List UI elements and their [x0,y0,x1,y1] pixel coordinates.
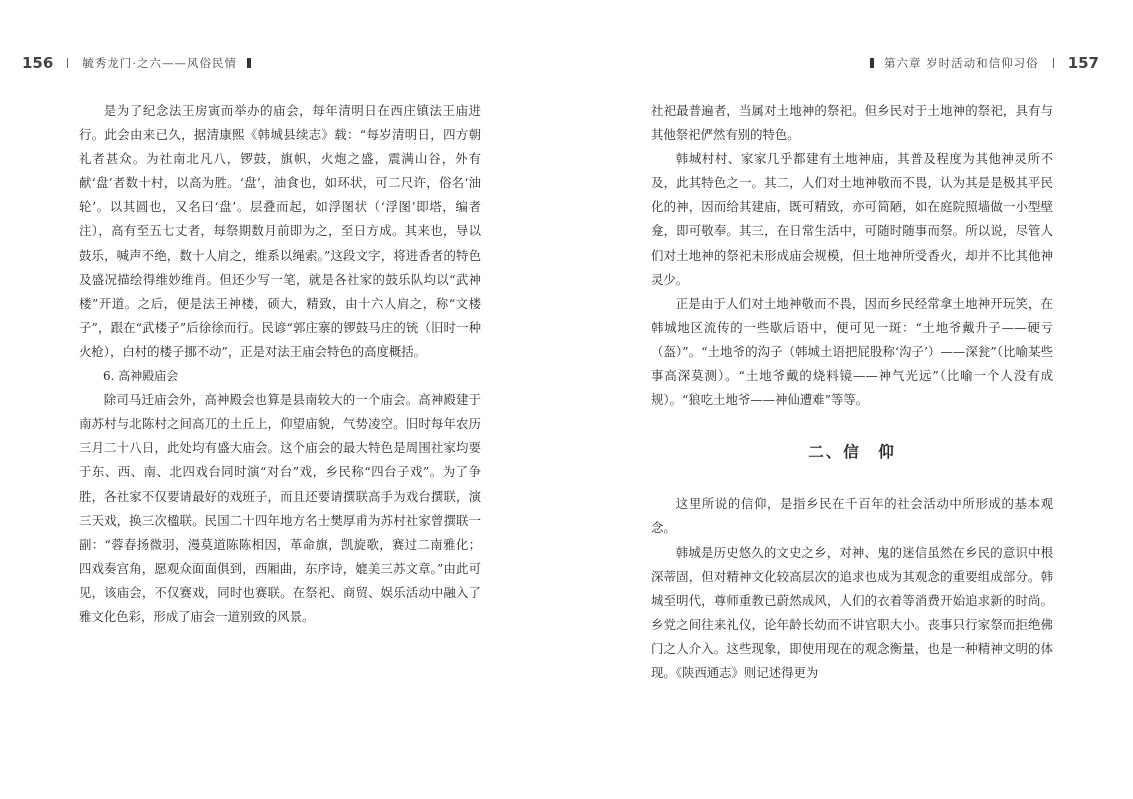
left-page-number: 156 [22,54,54,72]
left-page-body [79,99,481,629]
left-running-header [22,52,261,74]
right-page-body [651,99,1053,685]
header-separator [1053,58,1054,68]
right-running-header [860,52,1099,74]
paragraph: 韩城村村、家家几乎都建有土地神庙，其普及程度为其他神灵所不及，此其特色之一。其二，人们对土地神敬而不畏，认为其是是极其平民化的神，因而给其建庙，既可精致，亦可简陋，如在庭院照墙做一小型壁龛，即可敬奉。其三，在日常生活中，可随时随事而祭。所以说，尽管人们对土地神的祭祀未形成庙会规模，但土地神所受香火，却并不比其他神灵少。 [651,151,1053,287]
section-title: 二、信 仰 [808,442,896,462]
left-running-title: 毓秀龙门·之六——风俗民情 [82,56,237,70]
paragraph: 是为了纪念法王房寅而举办的庙会，每年清明日在西庄镇法王庙进行。此会由来已久，据清康熙《韩城县续志》载：“每岁清明日，四方朝礼者甚众。为社南北凡八，锣鼓，旗帜，火炮之盛，震满山谷，外有献‘盘’者数十村，以高为胜。‘盘’，油食也，如环状，可二尺许，俗名‘油轮’。以其圆也，又名曰‘盘’。层叠而起，如浮图状（‘浮图’即塔，编者注），高有至五七丈者，每祭期数月前即为之，至日方成。其来也，导以鼓乐，喊声不绝，数十人肩之，维系以绳索。”这段文字，将进香者的特色及盛况描绘得维妙维肖。但还少写一笔，就是各社家的鼓乐队均以“武神楼”开道。之后，便是法王神楼，硕大，精致，由十六人肩之，称“文楼子”，跟在“武楼子”后徐徐而行。民谚“郭庄寨的锣鼓马庄的铳（旧时一种火枪），白村的楼子挪不动”，正是对法王庙会特色的高度概括。 [79,103,481,359]
right-page-number: 157 [1067,54,1099,72]
right-running-title: 第六章 岁时活动和信仰习俗 [884,56,1039,70]
paragraph: 这里所说的信仰，是指乡民在千百年的社会活动中所形成的基本观念。 [651,496,1053,536]
header-block-mark [247,58,251,68]
subheading: 6. 高神殿庙会 [103,369,179,384]
paragraph: 除司马迁庙会外，高神殿会也算是县南较大的一个庙会。高神殿建于南苏村与北陈村之间高兀的土丘上，仰望庙貌，气势凌空。旧时每年农历三月二十八日，此处均有盛大庙会。这个庙会的最大特色是周围社家均要于东、西、南、北四戏台同时演“对台”戏，乡民称“四台子戏”。为了争胜，各社家不仅要请最好的戏班子，而且还要请撰联高手为戏台撰联，演三天戏，换三次楹联。民国二十四年地方名士樊厚甫为苏村社家曾撰联一副：“蓉春扬微羽，漫莫道陈陈相因，革命旗，凯旋歌，赛过二南雅化；四戏奏宫角，愿观众面面俱到，西厢曲，东序诗，媲美三苏文章。”由此可见，该庙会，不仅赛戏，同时也赛联。在祭祀、商贸、娱乐活动中融入了雅文化色彩，形成了庙会一道别致的风景。 [79,392,481,624]
header-block-mark [870,58,874,68]
paragraph: 正是由于人们对土地神敬而不畏，因而乡民经常拿土地神开玩笑，在韩城地区流传的一些歇后语中，便可见一斑：“土地爷戴升子——硬亏（盔）”。“土地爷的沟子（韩城土语把屁股称‘沟子’）——深瓮”（比喻某些事高深莫测）。“土地爷戴的烧料镜——神气光远”（比喻一个人没有成规）。“狼吃土地爷——神仙遭难”等等。 [651,295,1053,408]
header-separator [67,58,68,68]
paragraph: 韩城是历史悠久的文史之乡，对神、鬼的迷信虽然在乡民的意识中根深蒂固，但对精神文化较高层次的追求也成为其观念的重要组成部分。韩城至明代，尊师重教已蔚然成风，人们的衣着等消费开始追求新的时尚。乡党之间往来礼仪，论年龄长幼而不讲官职大小。丧事只行家祭而拒绝佛门之人介入。这些现象，即使用现在的观念衡量，也是一种精神文明的体现。《陕西通志》则记述得更为 [651,544,1053,680]
paragraph: 社祀最普遍者，当属对土地神的祭祀。但乡民对于土地神的祭祀，具有与其他祭祀俨然有别的特色。 [651,103,1053,143]
